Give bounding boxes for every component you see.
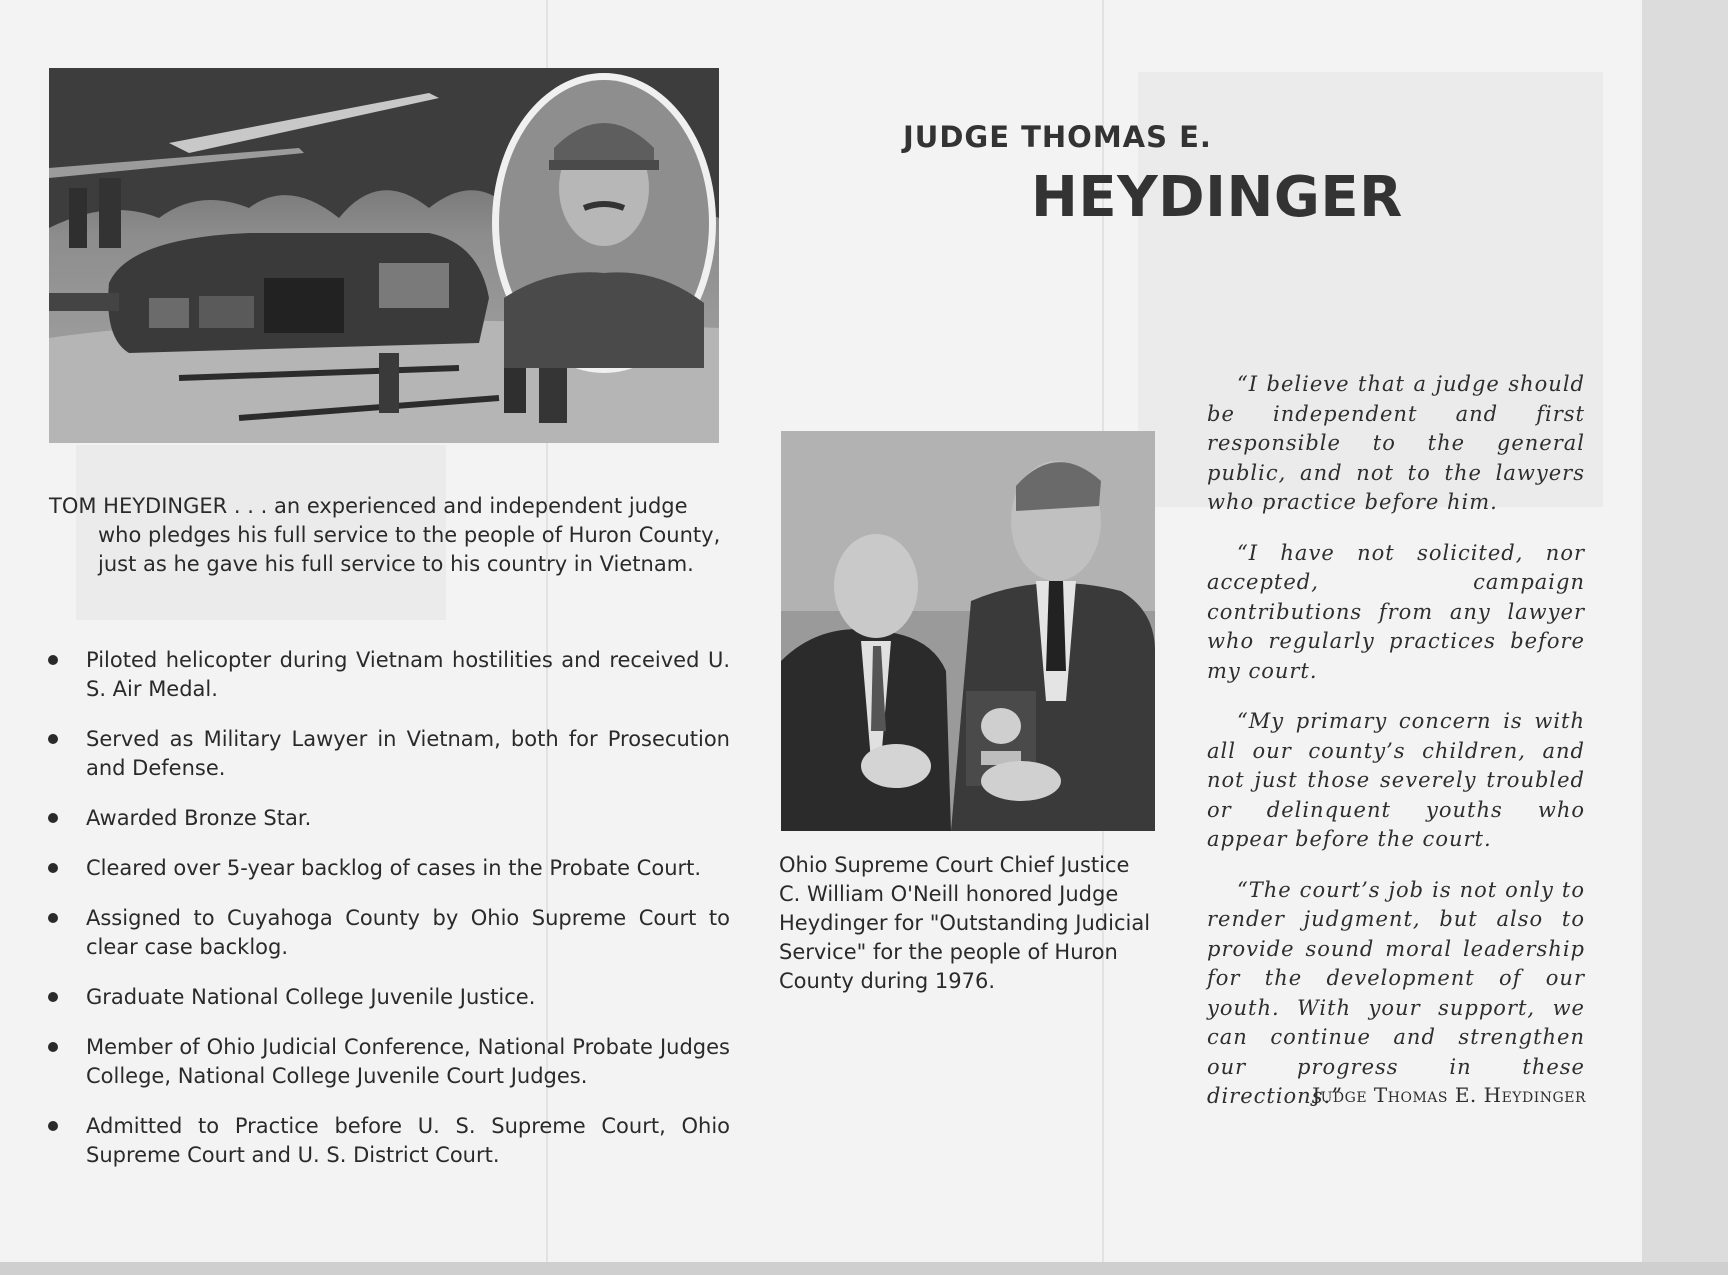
intro-line: TOM HEYDINGER . . . an experienced and independent judge: [49, 494, 688, 518]
intro-paragraph: [49, 492, 729, 579]
list-item-text: Piloted helicopter during Vietnam hostilities and received U. S. Air Medal.: [86, 648, 730, 701]
bullet-icon: [48, 655, 58, 665]
bullet-icon: [48, 863, 58, 873]
bullet-icon: [48, 1042, 58, 1052]
list-item-text: Cleared over 5-year backlog of cases in the Probate Court.: [86, 856, 702, 880]
list-item: [40, 904, 730, 962]
intro-line: who pledges his full service to the people of Huron County,: [98, 523, 721, 547]
scan-background: [0, 1262, 1728, 1275]
list-item: [40, 1112, 730, 1170]
list-item: [40, 804, 730, 833]
photo-caption: Ohio Supreme Court Chief Justice C. William O'Neill honored Judge Heydinger for "Outstanding Judicial Service" for the people of Huron County during 1976.: [779, 853, 1151, 993]
title-name: HEYDINGER: [1031, 165, 1403, 230]
signature: Judge Thomas E. Heydinger: [1312, 1083, 1586, 1107]
qualifications-list: [40, 646, 730, 1191]
list-item: [40, 983, 730, 1012]
bullet-icon: [48, 1121, 58, 1131]
list-item-text: Assigned to Cuyahoga County by Ohio Supreme Court to clear case backlog.: [86, 906, 730, 959]
award-photo: [781, 431, 1155, 831]
list-item: [40, 1033, 730, 1091]
quote-paragraph: “My primary concern is with all our county’s children, and not just those severely troubled or delinquent youths who appear before the court.: [1207, 709, 1585, 851]
list-item-text: Graduate National College Juvenile Justice.: [86, 985, 536, 1009]
quote-paragraph: “I believe that a judge should be independent and first responsible to the general public, and not to the lawyers who practice before him.: [1207, 372, 1585, 514]
list-item: [40, 725, 730, 783]
quote-paragraph: “I have not solicited, nor accepted, campaign contributions from any lawyer who regularly practices before my court.: [1207, 540, 1585, 683]
list-item-text: Served as Military Lawyer in Vietnam, both for Prosecution and Defense.: [86, 727, 730, 780]
quote-paragraph: “The court’s job is not only to render judgment, but also to provide sound moral leadership for the development of our youth. With your support, we can continue and strengthen our progress in these directions.”: [1207, 877, 1585, 1108]
list-item: [40, 646, 730, 704]
helicopter-photo: [49, 68, 719, 443]
quotes-column: [1207, 370, 1585, 1133]
bullet-icon: [48, 992, 58, 1002]
bullet-icon: [48, 913, 58, 923]
title-line-1: JUDGE THOMAS E.: [903, 120, 1212, 154]
intro-line: just as he gave his full service to his country in Vietnam.: [98, 552, 694, 576]
list-item-text: Awarded Bronze Star.: [86, 806, 312, 830]
list-item: [40, 854, 730, 883]
bullet-icon: [48, 813, 58, 823]
list-item-text: Member of Ohio Judicial Conference, National Probate Judges College, National College Juvenile Court Judges.: [86, 1035, 730, 1088]
list-item-text: Admitted to Practice before U. S. Supreme Court, Ohio Supreme Court and U. S. District Court.: [86, 1114, 730, 1167]
scan-background: [1642, 0, 1728, 1275]
bullet-icon: [48, 734, 58, 744]
